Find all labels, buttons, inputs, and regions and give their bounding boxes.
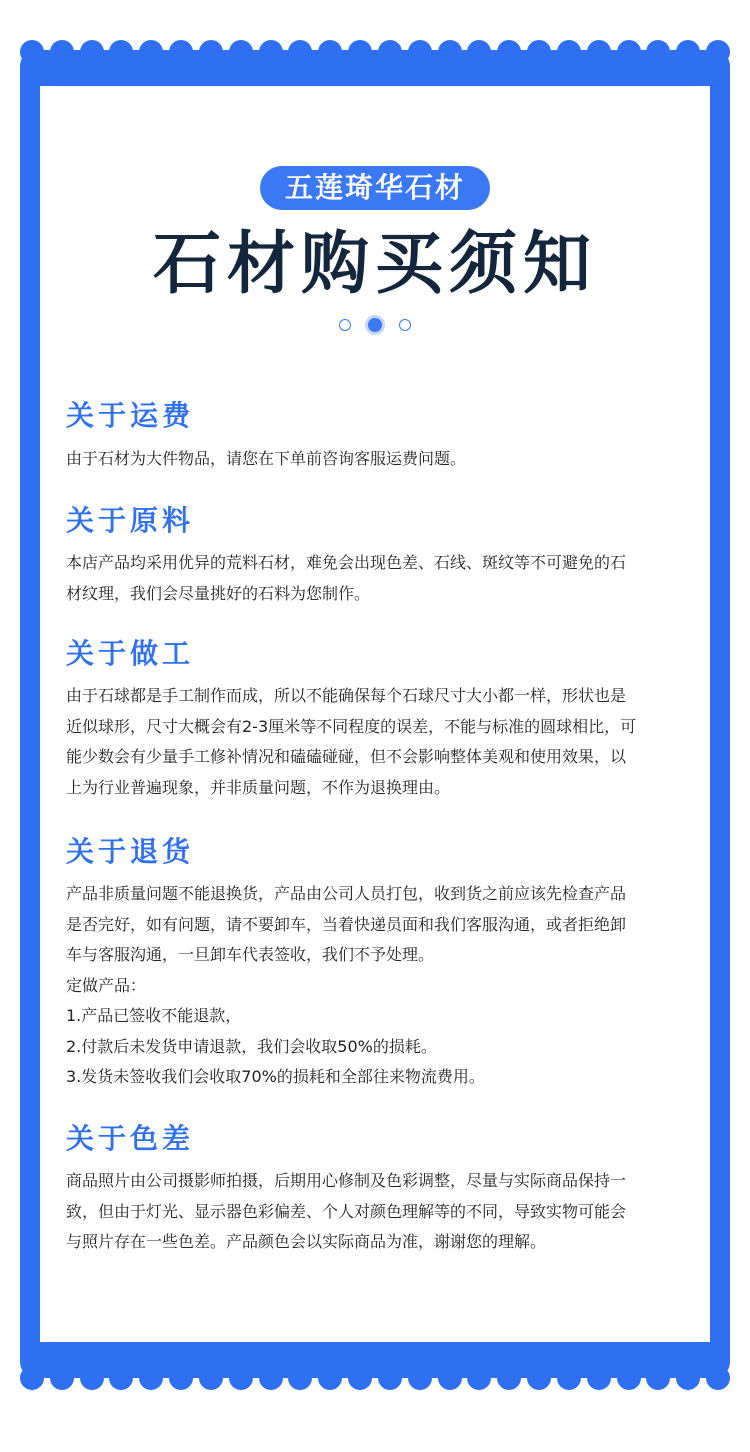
text-line: 是否完好，如有问题，请不要卸车，当着快递员面和我们客服沟通，或者拒绝卸 xyxy=(66,914,627,934)
text-line: 近似球形，尺寸大概会有2-3厘米等不同程度的误差，不能与标准的圆球相比，可 xyxy=(66,716,637,736)
text-line: 2.付款后未发货申请退款，我们会收取50%的损耗。 xyxy=(66,1036,437,1056)
text-line: 车与客服沟通，一旦卸车代表签收，我们不予处理。 xyxy=(66,945,435,964)
indicator-dot xyxy=(399,319,411,331)
section-body-shipping xyxy=(66,444,690,475)
indicator-dot xyxy=(339,319,351,331)
text-line: 本店产品均采用优异的荒料石材，难免会出现色差、石线、斑纹等不可避免的石 xyxy=(66,553,627,572)
section-body-color xyxy=(66,1166,690,1258)
text-line: 商品照片由公司摄影师拍摄，后期用心修制及色彩调整，尽量与实际商品保持一 xyxy=(66,1171,627,1190)
page-title: 石材购买须知 xyxy=(152,225,597,304)
section-heading-returns: 关于退货 xyxy=(66,835,195,868)
text-line: 与照片存在一些色差。产品颜色会以实际商品为准，谢谢您的理解。 xyxy=(66,1232,547,1251)
text-line: 定做产品： xyxy=(66,975,147,995)
section-body-returns xyxy=(66,879,690,1093)
section-heading-shipping: 关于运费 xyxy=(66,399,195,432)
text-line: 能少数会有少量手工修补情况和磕磕碰碰，但不会影响整体美观和使用效果，以 xyxy=(66,747,627,766)
text-line: 上为行业普遍现象，并非质量问题，不作为退换理由。 xyxy=(66,777,451,797)
carousel-indicator xyxy=(0,315,750,335)
text-line: 材纹理，我们会尽量挑好的石料为您制作。 xyxy=(66,583,371,603)
section-body-material xyxy=(66,548,690,609)
section-heading-craft: 关于做工 xyxy=(66,637,195,670)
text-line: 由于石材为大件物品，请您在下单前咨询客服运费问题。 xyxy=(66,449,467,468)
text-line: 由于石球都是手工制作而成，所以不能确保每个石球尺寸大小都一样，形状也是 xyxy=(66,686,627,705)
section-heading-color: 关于色差 xyxy=(66,1122,195,1155)
text-line: 1.产品已签收不能退款， xyxy=(66,1006,242,1025)
brand-badge: 五莲琦华石材 xyxy=(260,166,490,210)
indicator-dot-active xyxy=(365,315,385,335)
text-line: 致，但由于灯光、显示器色彩偏差、个人对颜色理解等的不同，导致实物可能会 xyxy=(66,1201,627,1221)
text-line: 产品非质量问题不能退换货，产品由公司人员打包，收到货之前应该先检查产品 xyxy=(66,884,627,903)
text-line: 3.发货未签收我们会收取70%的损耗和全部往来物流费用。 xyxy=(66,1067,485,1086)
section-body-craft xyxy=(66,681,690,803)
section-heading-material: 关于原料 xyxy=(66,504,195,537)
